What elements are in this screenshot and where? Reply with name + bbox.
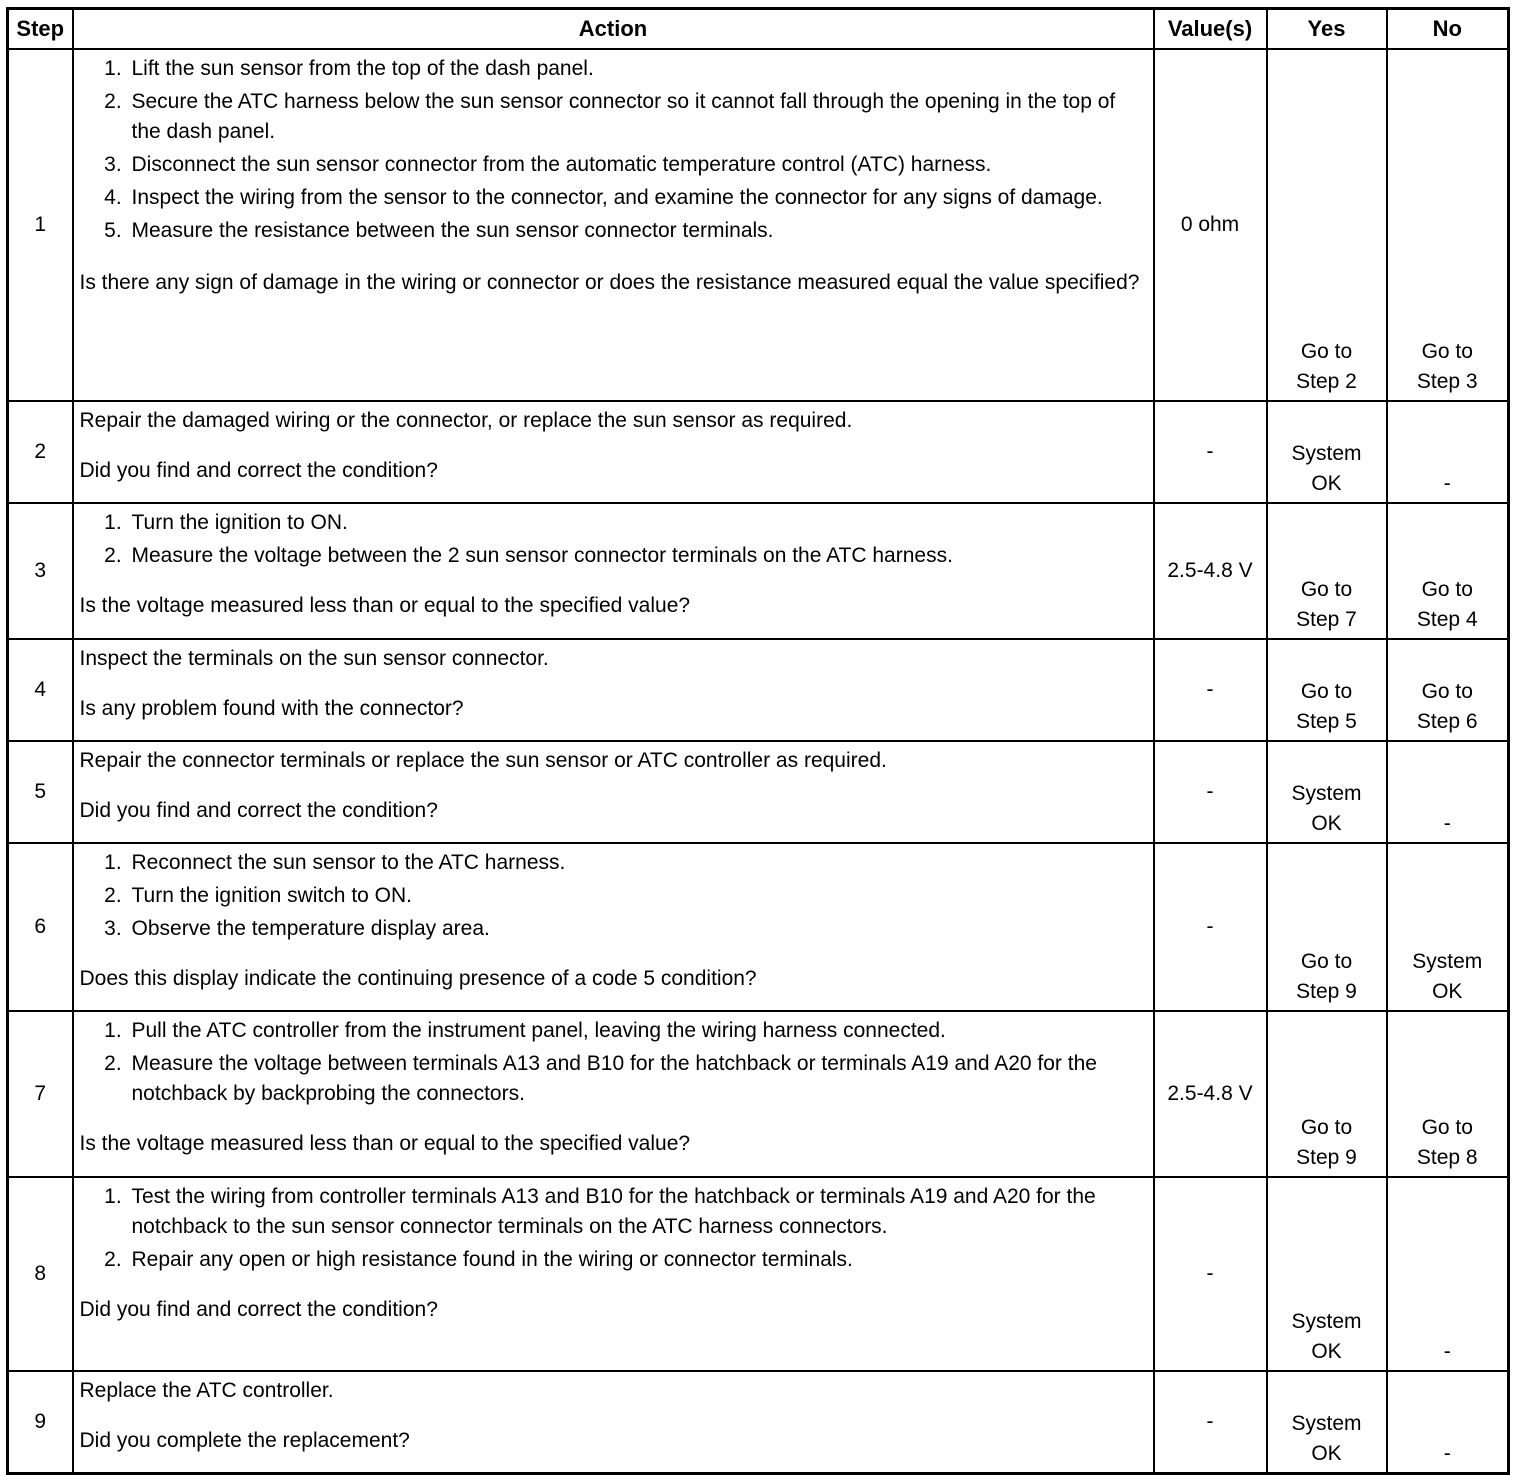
substep-list [80,54,1147,246]
action-cell [73,843,1154,1011]
action-cell [73,1371,1154,1474]
no-action: System OK [1412,950,1483,1003]
step-number: 9 [8,1371,73,1474]
action-cell [73,741,1154,843]
header-no: No [1387,9,1509,50]
substep: 1. Test the wiring from controller terminals A13 and B10 for the hatchback or terminals A19 and A20 for the notchback to the sun sensor connector terminals on the ATC harness connectors. [128,1182,1147,1242]
action-cell [73,503,1154,639]
substep: 1. Lift the sun sensor from the top of the dash panel. [128,54,1147,84]
action-cell [73,639,1154,741]
yes-action: Go to Step 5 [1296,680,1357,733]
diagnostic-table [6,7,1510,1475]
no-cell [1387,49,1509,401]
substep: 2. Measure the voltage between the 2 sun sensor connector terminals on the ATC harness. [128,541,1147,571]
substep: 4. Inspect the wiring from the sensor to the connector, and examine the connector for any signs of damage. [128,183,1147,213]
table-row [8,639,1509,741]
step-number: 2 [8,401,73,503]
action-cell [73,1177,1154,1371]
yes-cell [1267,1177,1387,1371]
yes-cell [1267,741,1387,843]
header-values: Value(s) [1154,9,1267,50]
instruction: Inspect the terminals on the sun sensor connector. [79,647,549,670]
yes-cell [1267,1371,1387,1474]
question: Is there any sign of damage in the wiring or connector or does the resistance measured equal the value specified? [79,271,1140,294]
instruction: Repair the damaged wiring or the connector, or replace the sun sensor as required. [79,409,853,432]
table-row [8,741,1509,843]
yes-cell [1267,401,1387,503]
substep: 1. Pull the ATC controller from the instrument panel, leaving the wiring harness connected. [128,1016,1147,1046]
yes-cell [1267,1011,1387,1177]
question: Does this display indicate the continuing presence of a code 5 condition? [79,967,757,990]
yes-cell [1267,639,1387,741]
yes-cell [1267,503,1387,639]
no-action: Go to Step 8 [1416,1116,1478,1169]
question: Did you find and correct the condition? [79,459,438,482]
question: Did you complete the replacement? [79,1429,410,1452]
header-action: Action [73,9,1154,50]
header-step: Step [8,9,73,50]
table-row [8,1011,1509,1177]
yes-action: System OK [1291,442,1362,495]
instruction: Repair the connector terminals or replace the sun sensor or ATC controller as required. [79,749,887,772]
step-number: 6 [8,843,73,1011]
no-cell [1387,1011,1509,1177]
question: Is the voltage measured less than or equal to the specified value? [79,1132,691,1155]
table-row [8,401,1509,503]
question: Is the voltage measured less than or equal to the specified value? [79,594,691,617]
step-number: 4 [8,639,73,741]
substep-list [80,508,1147,571]
substep-list [80,848,1147,944]
value-cell: - [1154,1371,1267,1474]
step-number: 5 [8,741,73,843]
substep: 5. Measure the resistance between the sun sensor connector terminals. [128,216,1147,246]
substep: 1. Turn the ignition to ON. [128,508,1147,538]
action-cell [73,49,1154,401]
table-row [8,1177,1509,1371]
yes-action: System OK [1291,782,1362,835]
yes-action: Go to Step 2 [1296,340,1357,393]
value-cell: - [1154,741,1267,843]
header-row [8,9,1509,50]
step-number: 7 [8,1011,73,1177]
substep: 2. Secure the ATC harness below the sun sensor connector so it cannot fall through the opening in the top of the dash panel. [128,87,1147,147]
value-cell: 2.5-4.8 V [1154,503,1267,639]
no-action: Go to Step 3 [1416,340,1478,393]
no-cell [1387,639,1509,741]
value-cell: - [1154,1177,1267,1371]
yes-cell [1267,49,1387,401]
step-number: 8 [8,1177,73,1371]
action-cell [73,401,1154,503]
no-cell [1387,503,1509,639]
header-yes: Yes [1267,9,1387,50]
yes-action: Go to Step 9 [1296,1116,1357,1169]
substep: 3. Observe the temperature display area. [128,914,1147,944]
table-row [8,503,1509,639]
substep: 3. Disconnect the sun sensor connector from the automatic temperature control (ATC) harness. [128,150,1147,180]
yes-action: Go to Step 7 [1296,578,1357,631]
yes-action: Go to Step 9 [1296,950,1357,1003]
no-cell: - [1387,741,1509,843]
yes-action: System OK [1291,1412,1362,1465]
no-cell: - [1387,1371,1509,1474]
value-cell: 2.5-4.8 V [1154,1011,1267,1177]
value-cell: 0 ohm [1154,49,1267,401]
value-cell: - [1154,401,1267,503]
no-cell [1387,843,1509,1011]
question: Did you find and correct the condition? [79,1298,438,1321]
instruction: Replace the ATC controller. [79,1379,334,1402]
substep: 2. Measure the voltage between terminals A13 and B10 for the hatchback or terminals A19 and A20 for the notchback by backprobing the connectors. [128,1049,1147,1109]
no-action: Go to Step 6 [1416,680,1478,733]
no-action: Go to Step 4 [1416,578,1478,631]
table-row [8,843,1509,1011]
step-number: 1 [8,49,73,401]
yes-action: System OK [1291,1310,1362,1363]
table-row [8,49,1509,401]
substep: 1. Reconnect the sun sensor to the ATC harness. [128,848,1147,878]
question: Is any problem found with the connector? [79,697,464,720]
substep: 2. Repair any open or high resistance found in the wiring or connector terminals. [128,1245,1147,1275]
no-cell: - [1387,401,1509,503]
substep-list [80,1182,1147,1275]
question: Did you find and correct the condition? [79,799,438,822]
no-cell: - [1387,1177,1509,1371]
step-number: 3 [8,503,73,639]
substep: 2. Turn the ignition switch to ON. [128,881,1147,911]
yes-cell [1267,843,1387,1011]
action-cell [73,1011,1154,1177]
substep-list [80,1016,1147,1109]
value-cell: - [1154,639,1267,741]
value-cell: - [1154,843,1267,1011]
table-row [8,1371,1509,1474]
